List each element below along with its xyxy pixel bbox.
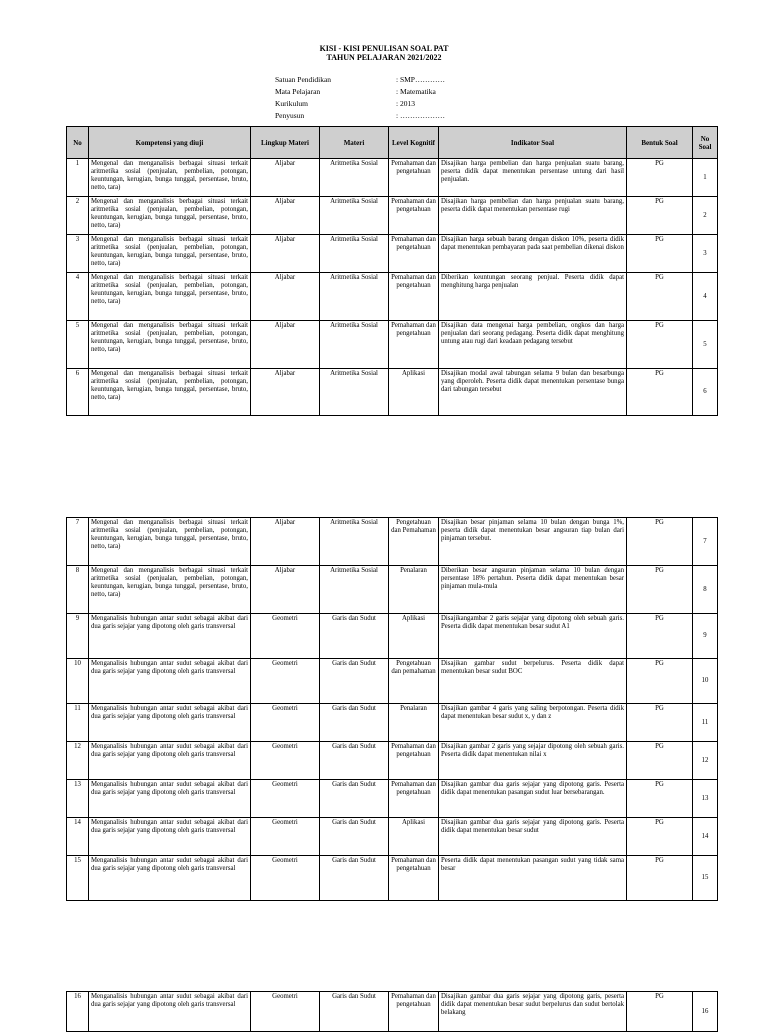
lingkup-cell: Geometri [251,780,320,818]
indikator-cell: Disajikan gambar 2 garis yang sejajar dipotong oleh sebuah garis. Peserta didik dapat menentukan nilai x [439,742,627,780]
kompetensi-cell: Menganalisis hubungan antar sudut sebagai akibat dari dua garis sejajar yang dipotong oleh garis transversal [89,856,251,901]
lingkup-cell: Geometri [251,992,320,1032]
kompetensi-cell: Mengenal dan menganalisis berbagai situasi terkait aritmetika sosial (penjualan, pembelian, potongan, keuntungan, kerugian, bunga tunggal, persentase, bruto, netto, tara) [89,235,251,273]
no-soal-cell: 14 [693,818,718,856]
lingkup-cell: Aljabar [251,197,320,235]
materi-cell: Garis dan Sudut [320,992,389,1032]
indikator-cell: Disajikan data mengenai harga pembelian, ongkos dan harga penjualan dari seorang pedagang. Peserta didik dapat menghitung untung atau rugi dari keadaan pedagang tersebut [439,321,627,369]
lingkup-cell: Geometri [251,742,320,780]
materi-cell: Garis dan Sudut [320,704,389,742]
level-cell: Pengetahuan dan pemahaman [389,659,439,704]
lingkup-cell: Aljabar [251,235,320,273]
table-row [67,780,718,818]
no-soal-cell: 4 [693,273,718,321]
materi-cell: Aritmetika Sosial [320,518,389,566]
level-cell: Pengetahuan dan Pemahaman [389,518,439,566]
bentuk-cell: PG [627,704,693,742]
table-row [67,197,718,235]
table-row [67,659,718,704]
level-cell: Penalaran [389,704,439,742]
kisi-table-page-3 [66,991,718,1032]
row-number: 8 [67,566,89,614]
materi-cell: Garis dan Sudut [320,780,389,818]
indikator-cell: Disajikan gambar dua garis sejajar yang dipotong garis. Peserta didik dapat menentukan besar sudut [439,818,627,856]
no-soal-cell: 5 [693,321,718,369]
no-soal-cell: 2 [693,197,718,235]
meta-value-penyusun: : ……………… [396,111,445,120]
materi-cell: Garis dan Sudut [320,614,389,659]
no-soal-cell: 7 [693,518,718,566]
document-subtitle: TAHUN PELAJARAN 2021/2022 [326,53,442,62]
kompetensi-cell: Mengenal dan menganalisis berbagai situasi terkait aritmetika sosial (penjualan, pembelian, potongan, keuntungan, kerugian, bunga tunggal, persentase, bruto, netto, tara) [89,518,251,566]
no-soal-cell: 12 [693,742,718,780]
materi-cell: Aritmetika Sosial [320,566,389,614]
kompetensi-cell: Menganalisis hubungan antar sudut sebagai akibat dari dua garis sejajar yang dipotong oleh garis transversal [89,659,251,704]
row-number: 5 [67,321,89,369]
row-number: 15 [67,856,89,901]
no-soal-cell: 10 [693,659,718,704]
header-lingkup: Lingkup Materi [251,127,320,159]
level-cell: Pemahaman dan pengetahuan [389,780,439,818]
table-row [67,321,718,369]
lingkup-cell: Geometri [251,614,320,659]
row-number: 6 [67,369,89,416]
kompetensi-cell: Menganalisis hubungan antar sudut sebagai akibat dari dua garis sejajar yang dipotong oleh garis transversal [89,992,251,1032]
kompetensi-cell: Mengenal dan menganalisis berbagai situasi terkait aritmetika sosial (penjualan, pembelian, potongan, keuntungan, kerugian, bunga tunggal, persentase, bruto, netto, tara) [89,197,251,235]
bentuk-cell: PG [627,369,693,416]
materi-cell: Garis dan Sudut [320,818,389,856]
indikator-cell: Disajikan harga pembelian dan harga penjualan suatu barang, peserta didik dapat menentukan persentase rugi [439,197,627,235]
indikator-cell: Disajikan besar pinjaman selama 10 bulan dengan bunga 1%, peserta didik dapat menentukan besar angsuran tiap bulan dari pinjaman tersebut. [439,518,627,566]
table-row [67,818,718,856]
level-cell: Pemahaman dan pengetahuan [389,235,439,273]
materi-cell: Aritmetika Sosial [320,235,389,273]
bentuk-cell: PG [627,614,693,659]
no-soal-cell: 11 [693,704,718,742]
indikator-cell: Disajikan gambar dua garis sejajar yang dipotong garis, peserta didik dapat menentukan besar sudut berpelurus dan sudut bertolak belakang [439,992,627,1032]
lingkup-cell: Aljabar [251,566,320,614]
header-bentuk: Bentuk Soal [627,127,693,159]
bentuk-cell: PG [627,659,693,704]
table-row [67,704,718,742]
indikator-cell: Disajikan gambar 4 garis yang saling berpotongan. Peserta didik dapat menentukan besar sudut x, y dan z [439,704,627,742]
no-soal-cell: 16 [693,992,718,1032]
table-row [67,235,718,273]
indikator-cell: Disajikan harga pembelian dan harga penjualan suatu barang, peserta didik dapat menentukan persentase untung dari hasil penjualan. [439,159,627,197]
indikator-cell: Peserta didik dapat menentukan pasangan sudut yang tidak sama besar [439,856,627,901]
header-kompetensi: Kompetensi yang diuji [89,127,251,159]
level-cell: Aplikasi [389,369,439,416]
bentuk-cell: PG [627,856,693,901]
kompetensi-cell: Menganalisis hubungan antar sudut sebagai akibat dari dua garis sejajar yang dipotong oleh garis transversal [89,704,251,742]
level-cell: Pemahaman dan pengetahuan [389,159,439,197]
no-soal-cell: 1 [693,159,718,197]
level-cell: Aplikasi [389,818,439,856]
bentuk-cell: PG [627,518,693,566]
lingkup-cell: Aljabar [251,321,320,369]
row-number: 2 [67,197,89,235]
lingkup-cell: Aljabar [251,159,320,197]
header-level: Level Kognitif [389,127,439,159]
bentuk-cell: PG [627,780,693,818]
lingkup-cell: Aljabar [251,518,320,566]
document-title: KISI - KISI PENULISAN SOAL PAT [319,44,449,53]
row-number: 12 [67,742,89,780]
no-soal-cell: 8 [693,566,718,614]
bentuk-cell: PG [627,321,693,369]
materi-cell: Aritmetika Sosial [320,369,389,416]
no-soal-cell: 3 [693,235,718,273]
meta-value-satuan: : SMP………… [396,75,445,84]
table-row [67,369,718,416]
no-soal-cell: 9 [693,614,718,659]
row-number: 3 [67,235,89,273]
lingkup-cell: Geometri [251,659,320,704]
table-row [67,856,718,901]
lingkup-cell: Geometri [251,704,320,742]
bentuk-cell: PG [627,197,693,235]
bentuk-cell: PG [627,566,693,614]
materi-cell: Garis dan Sudut [320,659,389,704]
level-cell: Pemahaman dan pengetahuan [389,197,439,235]
header-indikator: Indikator Soal [439,127,627,159]
header-no-soal: No Soal [693,127,718,159]
no-soal-cell: 15 [693,856,718,901]
table-row [67,159,718,197]
meta-label-satuan: Satuan Pendidikan [275,75,332,84]
kompetensi-cell: Mengenal dan menganalisis berbagai situasi terkait aritmetika sosial (penjualan, pembelian, potongan, keuntungan, kerugian, bunga tunggal, persentase, bruto, netto, tara) [89,159,251,197]
lingkup-cell: Aljabar [251,369,320,416]
bentuk-cell: PG [627,159,693,197]
bentuk-cell: PG [627,235,693,273]
materi-cell: Aritmetika Sosial [320,321,389,369]
table-row [67,566,718,614]
header-no: No [67,127,89,159]
row-number: 1 [67,159,89,197]
row-number: 11 [67,704,89,742]
kompetensi-cell: Mengenal dan menganalisis berbagai situasi terkait aritmetika sosial (penjualan, pembelian, potongan, keuntungan, kerugian, bunga tunggal, persentase, bruto, netto, tara) [89,566,251,614]
table-header-row [67,127,718,159]
table-row [67,992,718,1032]
bentuk-cell: PG [627,273,693,321]
level-cell: Pemahaman dan pengetahuan [389,856,439,901]
table-row [67,614,718,659]
level-cell: Pemahaman dan pengetahuan [389,321,439,369]
table-row [67,273,718,321]
lingkup-cell: Geometri [251,856,320,901]
indikator-cell: Diberikan besar angsuran pinjaman selama 10 bulan dengan persentase 18% pertahun. Peserta didik dapat menentukan besar pinjaman mula-mula [439,566,627,614]
materi-cell: Garis dan Sudut [320,742,389,780]
header-materi: Materi [320,127,389,159]
lingkup-cell: Geometri [251,818,320,856]
row-number: 4 [67,273,89,321]
kompetensi-cell: Mengenal dan menganalisis berbagai situasi terkait aritmetika sosial (penjualan, pembelian, potongan, keuntungan, kerugian, bunga tunggal, persentase, bruto, netto, tara) [89,273,251,321]
indikator-cell: Disajikan modal awal tabungan selama 9 bulan dan besarbunga yang diperoleh. Peserta didik dapat menentukan persentase bunga dari tabungan tersebut [439,369,627,416]
materi-cell: Aritmetika Sosial [320,273,389,321]
row-number: 16 [67,992,89,1032]
bentuk-cell: PG [627,742,693,780]
meta-value-kurikulum: : 2013 [396,99,415,108]
kompetensi-cell: Menganalisis hubungan antar sudut sebagai akibat dari dua garis sejajar yang dipotong oleh garis transversal [89,614,251,659]
table-row [67,742,718,780]
indikator-cell: Diberikan keuntungan seorang penjual. Peserta didik dapat menghitung harga penjualan [439,273,627,321]
bentuk-cell: PG [627,992,693,1032]
materi-cell: Garis dan Sudut [320,856,389,901]
indikator-cell: Disajikan gambar dua garis sejajar yang dipotong garis. Peserta didik dapat menentukan pasangan sudut luar bersebarangan. [439,780,627,818]
no-soal-cell: 6 [693,369,718,416]
level-cell: Pemahaman dan pengetahuan [389,273,439,321]
table-row [67,518,718,566]
kompetensi-cell: Menganalisis hubungan antar sudut sebagai akibat dari dua garis sejajar yang dipotong oleh garis transversal [89,818,251,856]
row-number: 14 [67,818,89,856]
materi-cell: Aritmetika Sosial [320,159,389,197]
row-number: 7 [67,518,89,566]
lingkup-cell: Aljabar [251,273,320,321]
kisi-table-page-1 [66,126,718,416]
row-number: 13 [67,780,89,818]
level-cell: Pemahaman dan pengetahuan [389,992,439,1032]
bentuk-cell: PG [627,818,693,856]
level-cell: Pemahaman dan pengetahuan [389,742,439,780]
kompetensi-cell: Menganalisis hubungan antar sudut sebagai akibat dari dua garis sejajar yang dipotong oleh garis transversal [89,780,251,818]
meta-value-mapel: : Matematika [396,87,436,96]
indikator-cell: Disajikangambar 2 garis sejajar yang dipotong oleh sebuah garis. Peserta didik dapat menentukan besar sudut A1 [439,614,627,659]
kompetensi-cell: Menganalisis hubungan antar sudut sebagai akibat dari dua garis sejajar yang dipotong oleh garis transversal [89,742,251,780]
materi-cell: Aritmetika Sosial [320,197,389,235]
meta-label-kurikulum: Kurikulum [275,99,308,108]
meta-label-mapel: Mata Pelajaran [275,87,321,96]
row-number: 10 [67,659,89,704]
level-cell: Penalaran [389,566,439,614]
meta-label-penyusun: Penyusun [275,111,305,120]
row-number: 9 [67,614,89,659]
kompetensi-cell: Mengenal dan menganalisis berbagai situasi terkait aritmetika sosial (penjualan, pembelian, potongan, keuntungan, kerugian, bunga tunggal, persentase, bruto, netto, tara) [89,369,251,416]
kisi-table-page-2 [66,517,718,901]
level-cell: Aplikasi [389,614,439,659]
indikator-cell: Disajikan gambar sudut berpelurus. Peserta didik dapat menentukan besar sudut BOC [439,659,627,704]
no-soal-cell: 13 [693,780,718,818]
kompetensi-cell: Mengenal dan menganalisis berbagai situasi terkait aritmetika sosial (penjualan, pembelian, potongan, keuntungan, kerugian, bunga tunggal, persentase, bruto, netto, tara) [89,321,251,369]
indikator-cell: Disajikan harga sebuah barang dengan diskon 10%, peserta didik dapat menentukan pembayaran pada saat pembelian dikenai diskon [439,235,627,273]
